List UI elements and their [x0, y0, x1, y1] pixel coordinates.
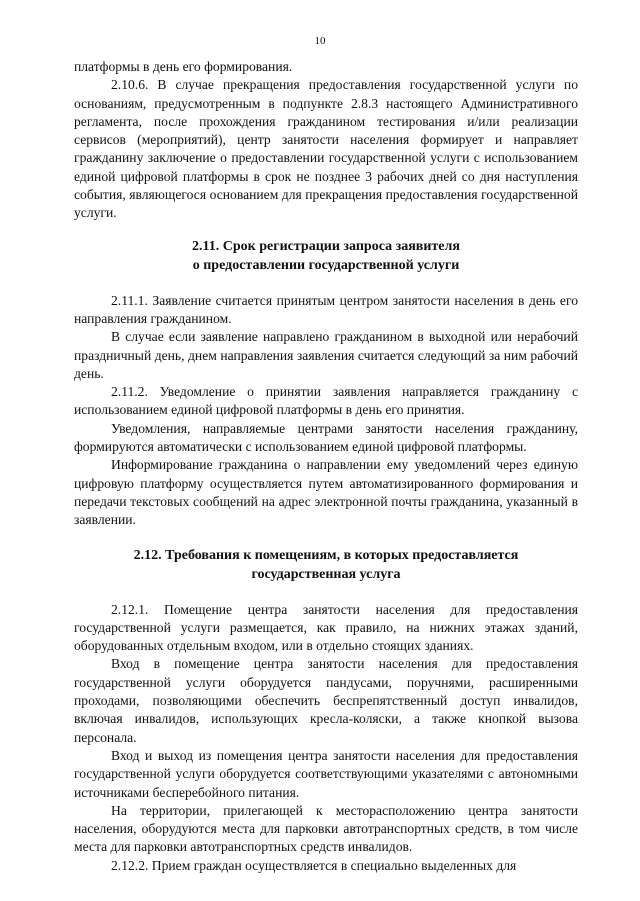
- paragraph-signage: Вход и выход из помещения центра занятости населения для предоставления государственной услуги оборудуется соответствующими указателями с автономными источниками бесперебойного питания.: [74, 747, 578, 800]
- paragraph-2-11-2: 2.11.2. Уведомление о принятии заявления направляется гражданину с использованием единой цифровой платформы в день его принятия.: [74, 384, 578, 418]
- paragraph-2-12-2: 2.12.2. Прием граждан осуществляется в специально выделенных для: [111, 857, 517, 873]
- section-heading-2-12-line1: 2.12. Требования к помещениям, в которых предоставляется: [133, 547, 519, 563]
- paragraph-2-12-1: 2.12.1. Помещение центра занятости населения для предоставления государственной услуги размещается, как правило, на нижних этажах зданий, оборудованных отдельным входом, или в отдельно стоящих зданиях.: [74, 601, 578, 654]
- section-heading-2-11-line1: 2.11. Срок регистрации запроса заявителя: [192, 238, 460, 254]
- paragraph-2-10-6: 2.10.6. В случае прекращения предоставления государственной услуги по основаниям, предусмотренным в подпункте 2.8.3 настоящего Административного регламента, после прохождения гражданином тестирования и/или реализации сервисов (мероприятий), центр занятости населения формирует и направляет гражданину заключение о предоставлении государственной услуги с использованием единой цифровой платформы в срок не позднее 3 рабочих дней со дня наступления события, являющегося основанием для прекращения предоставления государственной услуги.: [74, 77, 578, 221]
- section-heading-2-12: [74, 546, 578, 584]
- page-number: 10: [314, 35, 326, 47]
- paragraph-parking: На территории, прилегающей к месторасположению центра занятости населения, оборудуются места для парковки автотранспортных средств, в том числе места для парковки автотранспортных средств инвалидов.: [74, 802, 578, 855]
- paragraph-informing: Информирование гражданина о направлении ему уведомлений через единую цифровую платформу осуществляется путем автоматизированного формирования и передачи текстовых сообщений на адрес электронной почты гражданина, указанный в заявлении.: [74, 457, 578, 528]
- paragraph-holiday-rule: В случае если заявление направлено гражданином в выходной или нерабочий праздничный день, днем направления заявления считается следующий за ним рабочий день.: [74, 329, 578, 381]
- document-body: [74, 58, 578, 875]
- section-heading-2-11: [74, 237, 578, 275]
- paragraph-continuation: платформы в день его формирования.: [74, 59, 293, 74]
- paragraph-entrance: Вход в помещение центра занятости населения для предоставления государственной услуги оборудуется пандусами, поручнями, расширенными проходами, позволяющими обеспечить беспрепятственный доступ инвалидов, включая инвалидов, использующих кресла-коляски, а также кнопкой вызова персонала.: [74, 656, 578, 745]
- section-heading-2-11-line2: о предоставлении государственной услуги: [192, 257, 460, 273]
- paragraph-2-11-1: 2.11.1. Заявление считается принятым центром занятости населения в день его направления гражданином.: [74, 292, 578, 326]
- section-heading-2-12-line2: государственная услуга: [251, 566, 401, 582]
- paragraph-notifications: Уведомления, направляемые центрами занятости населения гражданину, формируются автоматически с использованием единой цифровой платформы.: [74, 420, 578, 455]
